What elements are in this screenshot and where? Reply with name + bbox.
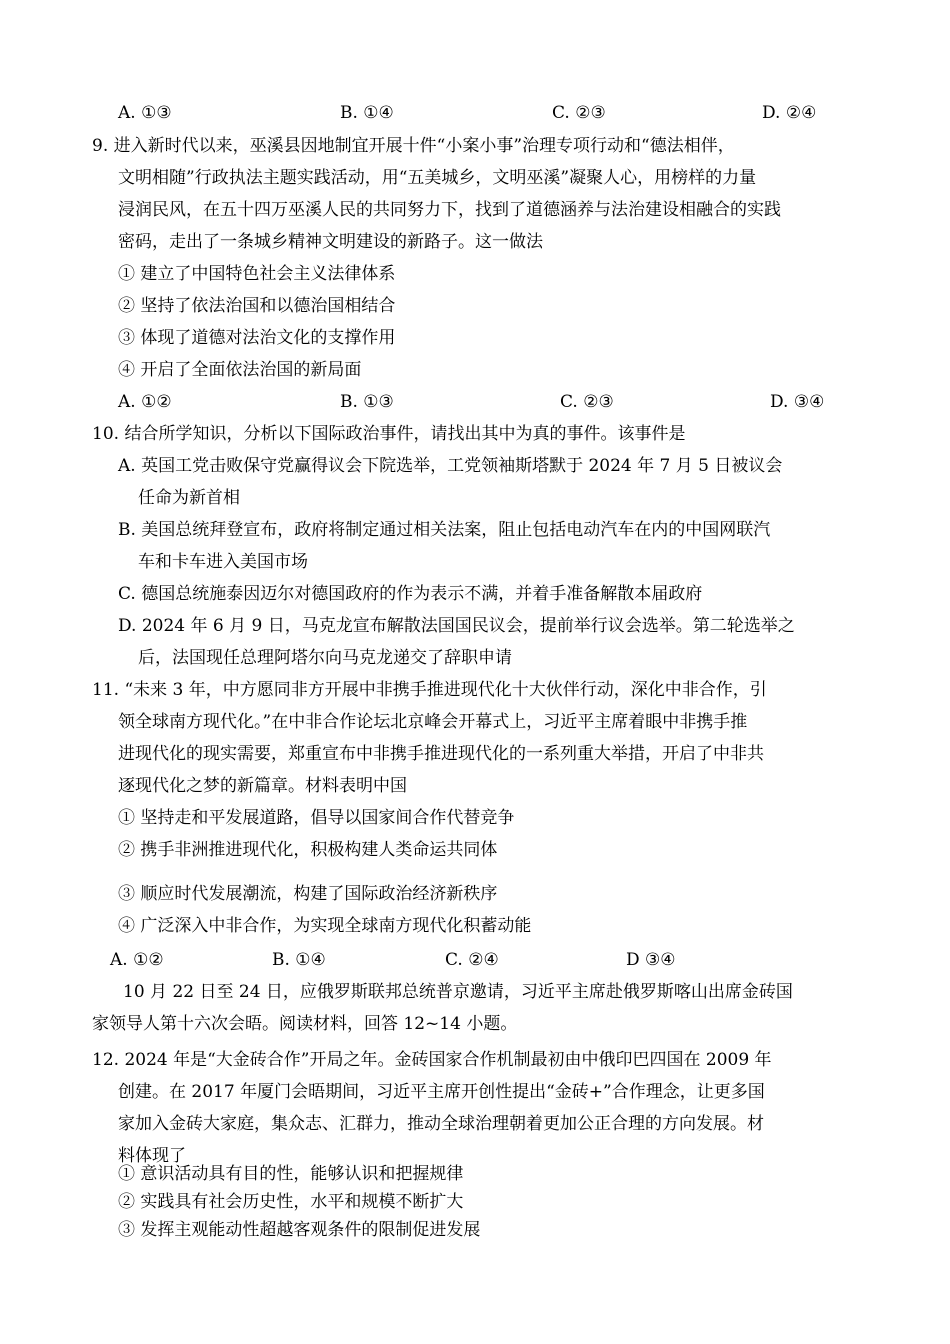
q8-option-b: B. ①④ — [340, 103, 394, 123]
q9-stem-line-2: 文明相随”行政执法主题实践活动，用“五美城乡，文明巫溪”凝聚人心，用榜样的力量 — [118, 168, 757, 188]
q11-option-a: A. ①② — [110, 950, 164, 970]
q8-options — [0, 97, 950, 129]
q11-item-2: ② 携手非洲推进现代化，积极构建人类命运共同体 — [118, 840, 498, 860]
q11-stem-line-2: 领全球南方现代化。”在中非合作论坛北京峰会开幕式上，习近平主席着眼中非携手推 — [118, 712, 748, 732]
q9-item-2: ② 坚持了依法治国和以德治国相结合 — [118, 296, 396, 316]
q12-stem-line-3: 家加入金砖大家庭，集众志、汇群力，推动全球治理朝着更加公正合理的方向发展。材 — [118, 1114, 764, 1134]
q11-stem-line-1: 11. “未来 3 年，中方愿同非方开展中非携手推进现代化十大伙伴行动，深化中非合作，引 — [92, 680, 767, 700]
q9-stem-line-4: 密码，走出了一条城乡精神文明建设的新路子。这一做法 — [118, 232, 543, 252]
material-line-1: 10 月 22 日至 24 日，应俄罗斯联邦总统普京邀请，习近平主席赴俄罗斯喀山出席金砖国 — [123, 982, 793, 1002]
q8-option-c: C. ②③ — [552, 103, 606, 123]
q12-item-2: ② 实践具有社会历史性，水平和规模不断扩大 — [118, 1192, 464, 1212]
q10-option-b-line-2: 车和卡车进入美国市场 — [138, 552, 308, 572]
q12-item-3: ③ 发挥主观能动性超越客观条件的限制促进发展 — [118, 1220, 481, 1240]
q10-option-a-line-2: 任命为新首相 — [138, 488, 240, 508]
q10-option-b-line-1: B. 美国总统拜登宣布，政府将制定通过相关法案，阻止包括电动汽车在内的中国网联汽 — [118, 520, 771, 540]
q12-stem-line-4: 料体现了 — [118, 1146, 186, 1166]
q11-stem-line-4: 逐现代化之梦的新篇章。材料表明中国 — [118, 776, 407, 796]
q9-stem-line-1: 9. 进入新时代以来，巫溪县因地制宜开展十件“小案小事”治理专项行动和“德法相伴， — [92, 136, 735, 156]
q9-item-1: ① 建立了中国特色社会主义法律体系 — [118, 264, 396, 284]
q9-option-b: B. ①③ — [340, 392, 394, 412]
q10-stem: 10. 结合所学知识，分析以下国际政治事件，请找出其中为真的事件。该事件是 — [92, 424, 686, 444]
q10-option-d-line-2: 后，法国现任总理阿塔尔向马克龙递交了辞职申请 — [138, 648, 512, 668]
q9-options — [0, 386, 950, 418]
q11-options — [0, 944, 950, 976]
q8-option-d: D. ②④ — [762, 103, 817, 123]
q12-stem-line-1: 12. 2024 年是“大金砖合作”开局之年。金砖国家合作机制最初由中俄印巴四国在 2009 年 — [92, 1050, 772, 1070]
q11-item-3: ③ 顺应时代发展潮流，构建了国际政治经济新秩序 — [118, 884, 498, 904]
q11-item-1: ① 坚持走和平发展道路，倡导以国家间合作代替竞争 — [118, 808, 515, 828]
q9-option-d: D. ③④ — [770, 392, 825, 412]
q8-option-a: A. ①③ — [118, 103, 172, 123]
q9-option-a: A. ①② — [118, 392, 172, 412]
q10-option-a-line-1: A. 英国工党击败保守党赢得议会下院选举，工党领袖斯塔默于 2024 年 7 月 5 日被议会 — [118, 456, 783, 476]
q9-item-3: ③ 体现了道德对法治文化的支撑作用 — [118, 328, 396, 348]
q9-stem-line-3: 浸润民风，在五十四万巫溪人民的共同努力下，找到了道德涵养与法治建设相融合的实践 — [118, 200, 781, 220]
q9-item-4: ④ 开启了全面依法治国的新局面 — [118, 360, 362, 380]
q10-option-c: C. 德国总统施泰因迈尔对德国政府的作为表示不满，并着手准备解散本届政府 — [118, 584, 703, 604]
q11-option-b: B. ①④ — [272, 950, 326, 970]
q11-item-4: ④ 广泛深入中非合作，为实现全球南方现代化积蓄动能 — [118, 916, 532, 936]
q10-option-d-line-1: D. 2024 年 6 月 9 日，马克龙宣布解散法国国民议会，提前举行议会选举。第二轮选举之 — [118, 616, 795, 636]
q11-stem-line-3: 进现代化的现实需要，郑重宣布中非携手推进现代化的一系列重大举措，开启了中非共 — [118, 744, 764, 764]
q11-option-c: C. ②④ — [445, 950, 499, 970]
q12-stem-line-2: 创建。在 2017 年厦门会晤期间，习近平主席开创性提出“金砖+”合作理念，让更多国 — [118, 1082, 765, 1102]
q11-option-d: D ③④ — [626, 950, 676, 970]
q9-option-c: C. ②③ — [560, 392, 614, 412]
q12-item-1: ① 意识活动具有目的性，能够认识和把握规律 — [118, 1164, 464, 1184]
material-line-2: 家领导人第十六次会晤。阅读材料，回答 12~14 小题。 — [92, 1014, 518, 1034]
